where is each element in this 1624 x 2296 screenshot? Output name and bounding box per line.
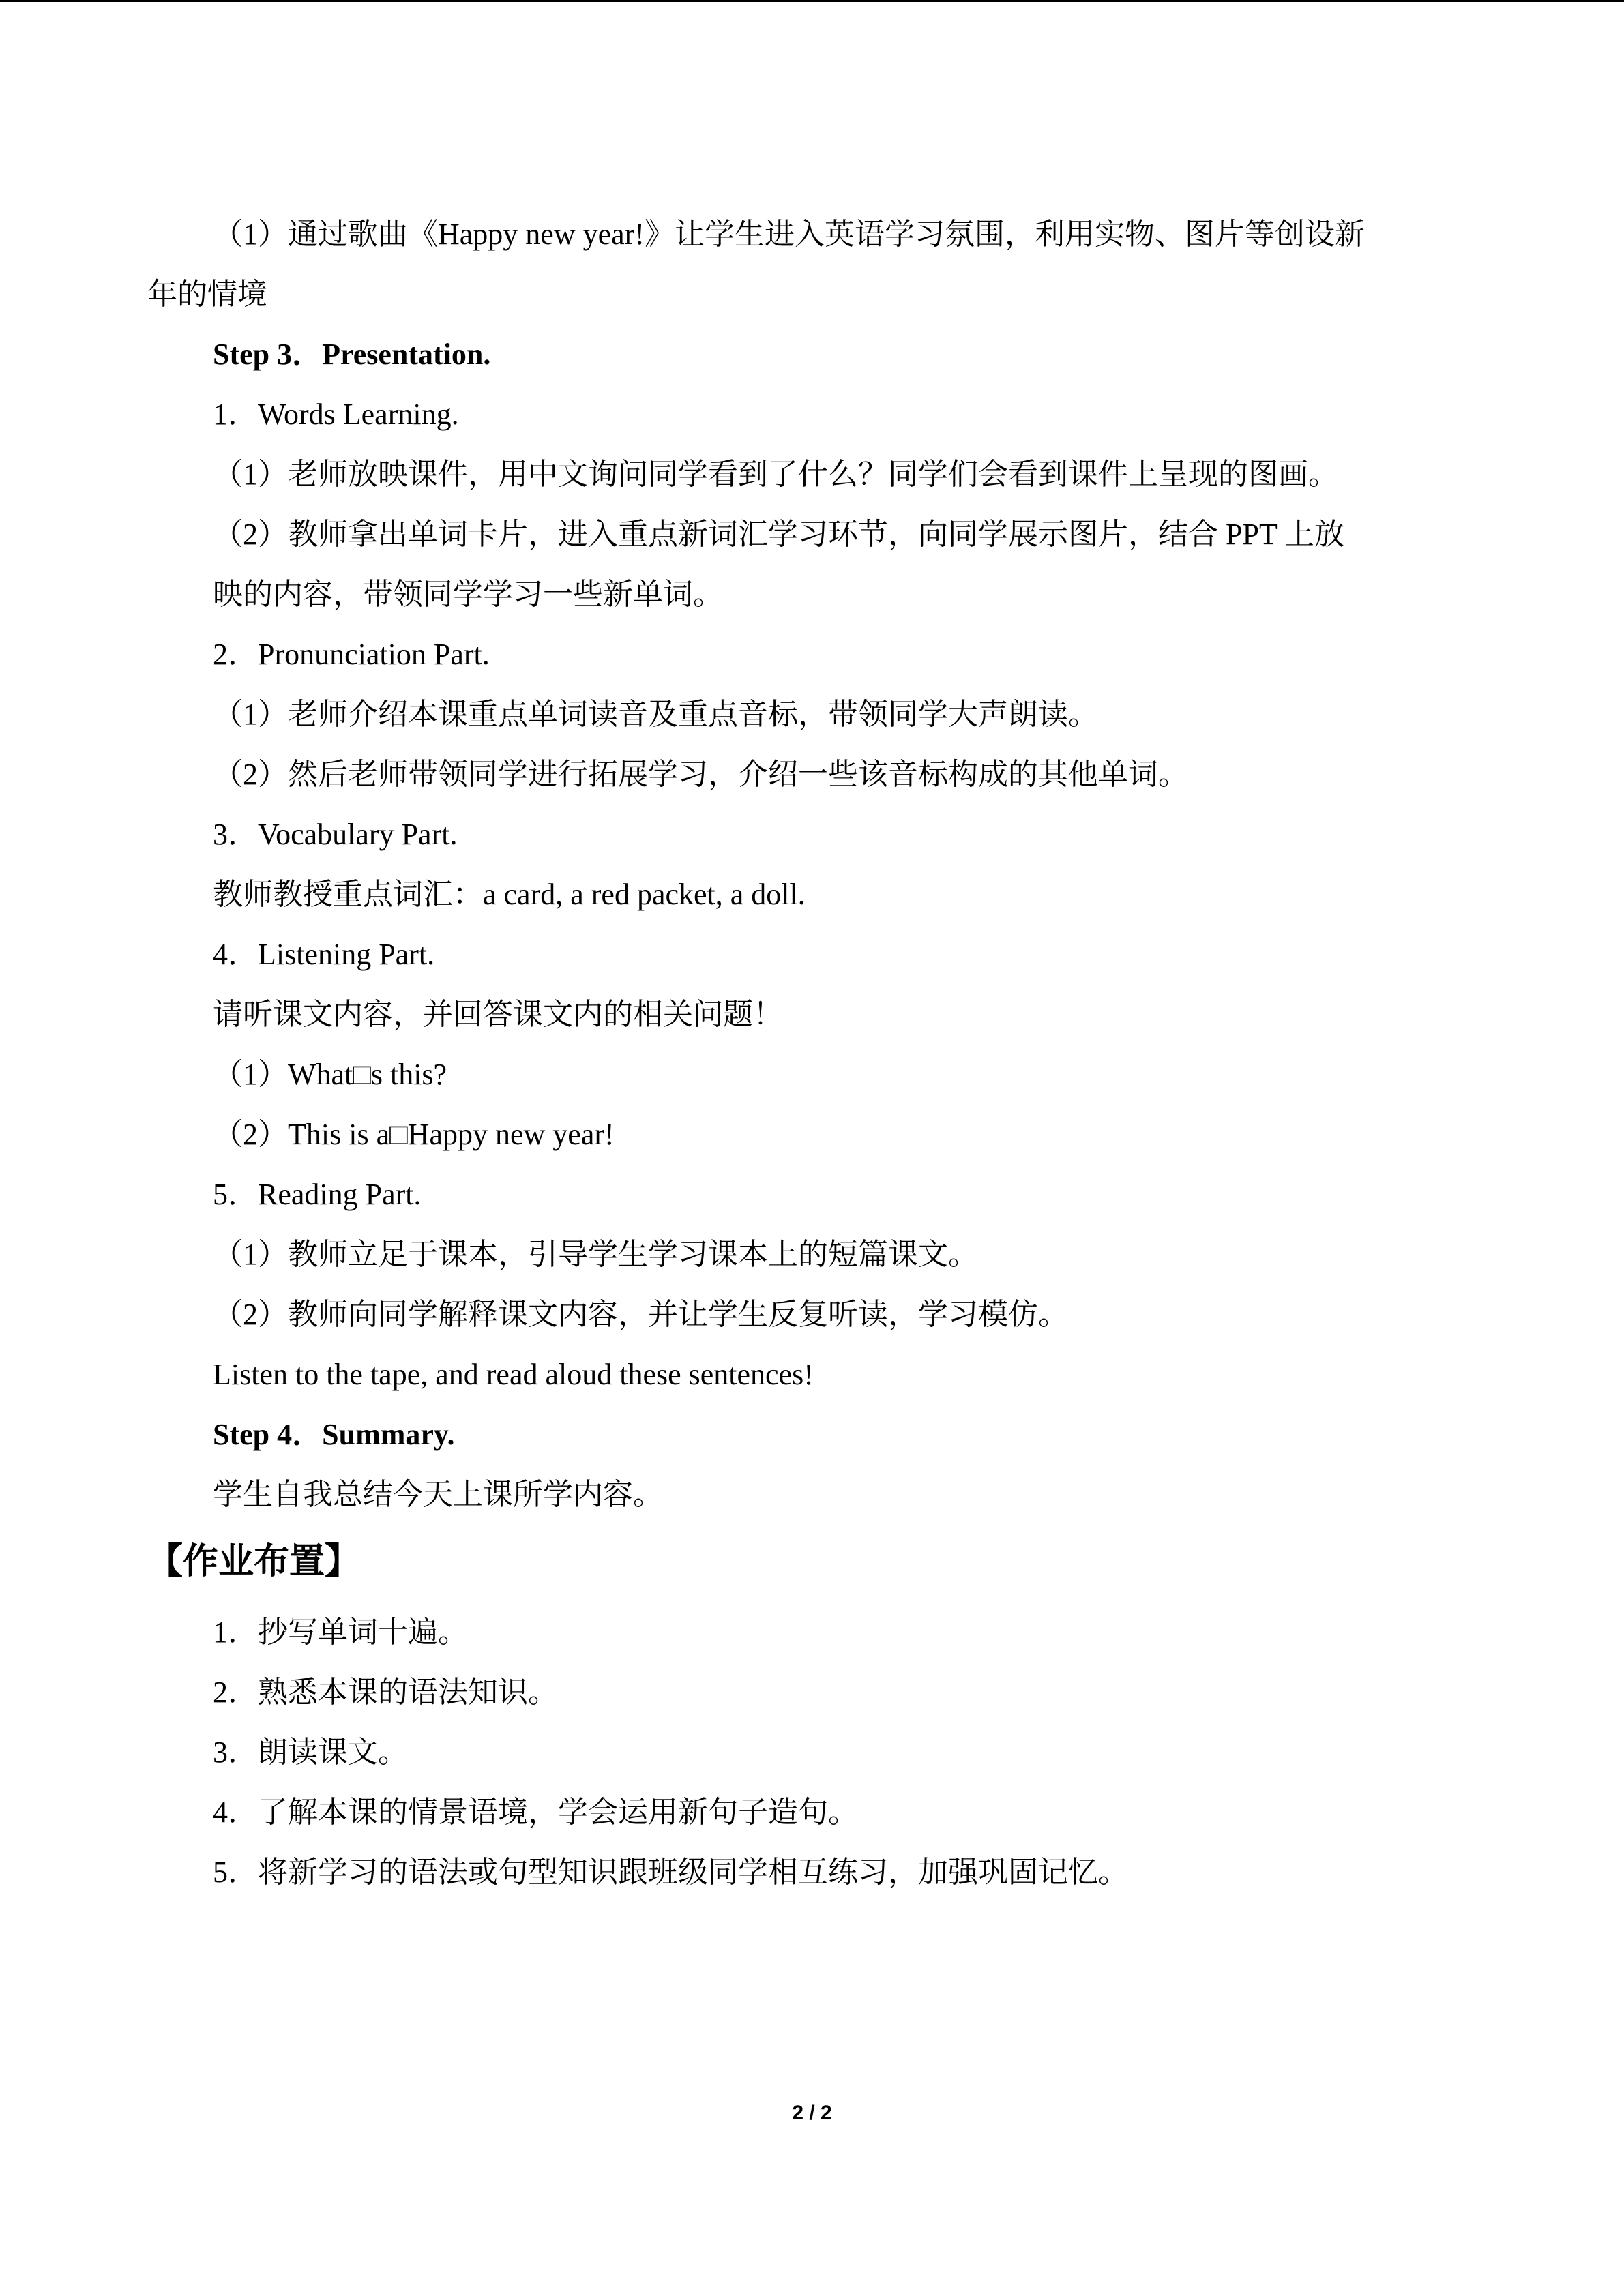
homework-item: 5．将新学习的语法或句型知识跟班级同学相互练习，加强巩固记忆。 <box>213 1855 1128 1889</box>
document-body <box>147 205 1477 1903</box>
homework-item: 4．了解本课的情景语境，学会运用新句子造句。 <box>213 1795 858 1829</box>
paragraph-intro-line-2: 年的情境 <box>147 278 267 311</box>
words-learning-item-1: （1）老师放映课件，用中文询问同学看到了什么？同学们会看到课件上呈现的图画。 <box>213 458 1338 491</box>
words-learning-item-2-line-1: （2）教师拿出单词卡片，进入重点新词汇学习环节，向同学展示图片，结合 PPT 上放 <box>213 518 1345 551</box>
page-number: 2 / 2 <box>792 2102 832 2124</box>
listening-question-1: （1）What□s this? <box>213 1058 447 1091</box>
step4-heading: Step 4．Summary. <box>213 1418 455 1451</box>
top-border-line <box>0 0 1624 2</box>
homework-item: 2．熟悉本课的语法知识。 <box>213 1675 558 1709</box>
homework-heading: 【作业布置】 <box>147 1541 361 1582</box>
homework-item: 3．朗读课文。 <box>213 1735 408 1769</box>
vocabulary-item-1: 教师教授重点词汇：a card, a red packet, a doll. <box>213 878 806 911</box>
words-learning-item-2-line-2: 映的内容，带领同学学习一些新单词。 <box>213 578 723 611</box>
listening-instruction: 请听课文内容，并回答课文内的相关问题！ <box>213 998 783 1031</box>
reading-item-2: （2）教师向同学解释课文内容，并让学生反复听读，学习模仿。 <box>213 1298 1068 1331</box>
pronunciation-title: 2．Pronunciation Part. <box>213 638 490 671</box>
homework-item: 1．抄写单词十遍。 <box>213 1615 468 1649</box>
listening-title: 4．Listening Part. <box>213 938 435 971</box>
vocabulary-title: 3．Vocabulary Part. <box>213 818 458 851</box>
pronunciation-item-1: （1）老师介绍本课重点单词读音及重点音标，带领同学大声朗读。 <box>213 698 1098 731</box>
listening-question-2: （2）This is a□Happy new year! <box>213 1118 615 1151</box>
words-learning-title: 1．Words Learning. <box>213 398 459 431</box>
pronunciation-item-2: （2）然后老师带领同学进行拓展学习，介绍一些该音标构成的其他单词。 <box>213 758 1188 791</box>
reading-item-1: （1）教师立足于课本，引导学生学习课本上的短篇课文。 <box>213 1238 978 1271</box>
reading-title: 5．Reading Part. <box>213 1178 422 1211</box>
paragraph-intro-line-1: （1）通过歌曲《Happy new year!》让学生进入英语学习氛围，利用实物、图片等创设新 <box>213 218 1365 251</box>
step3-heading: Step 3．Presentation. <box>213 338 491 371</box>
summary-item-1: 学生自我总结今天上课所学内容。 <box>213 1478 663 1511</box>
reading-item-3: Listen to the tape, and read aloud these sentences! <box>213 1358 814 1391</box>
